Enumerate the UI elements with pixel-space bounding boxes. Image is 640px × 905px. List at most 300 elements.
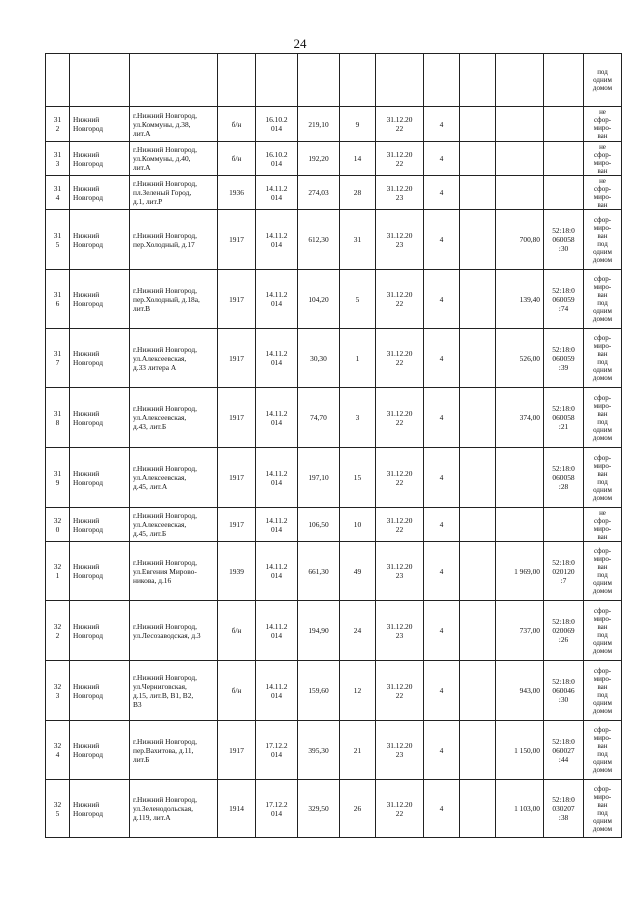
cell-deadline: [376, 388, 424, 448]
cell-area-text: 106,50: [308, 520, 329, 529]
cell-land-status-text: сфор- миро- ван под одним домом: [592, 393, 613, 442]
cell-build-year-text: б/н: [231, 154, 242, 163]
table-row: [46, 542, 622, 601]
cell-residents-count: [340, 388, 376, 448]
cell-deadline: [376, 721, 424, 780]
cell-area: [298, 329, 340, 388]
cell-empty: [460, 601, 496, 661]
cell-stage: [424, 107, 460, 142]
cell-address: [130, 107, 218, 142]
cell-residents-count: [340, 210, 376, 270]
cell-city: [70, 780, 130, 838]
cell-address-text: г.Нижний Новгород, ул.Коммуны, д.40, лит.А: [133, 145, 198, 172]
cell-city: [70, 329, 130, 388]
cell-build-year-text: 1917: [229, 353, 244, 363]
cell-address: [130, 270, 218, 329]
cell-address-text: г.Нижний Новгород, ул.Алексеевская, д.43, лит.Б: [133, 404, 198, 431]
cell-address: [130, 142, 218, 176]
cell-land-status: [584, 329, 622, 388]
cell-residents-count: [340, 448, 376, 508]
cell-empty: [460, 270, 496, 329]
cell-deadline: [376, 329, 424, 388]
cell-cadastral-number: [544, 107, 584, 142]
cell-row-number-text: 32 2: [53, 621, 62, 640]
cell-land-status: [584, 508, 622, 542]
cell-deadline-text: 31.12.20 23: [386, 183, 413, 202]
cell-stage: [424, 270, 460, 329]
cell-deadline: [376, 270, 424, 329]
cell-empty: [256, 54, 298, 107]
cell-city-text: Нижний Новгород: [73, 408, 104, 427]
cell-land-status: [584, 270, 622, 329]
cell-city: [70, 142, 130, 176]
cell-build-year-text: 1917: [229, 745, 244, 755]
cell-row-number-text: 31 8: [53, 408, 62, 427]
cell-empty: [130, 54, 218, 107]
cell-empty: [46, 54, 70, 107]
cell-residents-count: [340, 780, 376, 838]
cell-row-number-text: 32 0: [53, 515, 62, 534]
table-row: [46, 142, 622, 176]
cell-stage-text: 4: [439, 626, 444, 635]
page-number: 24: [293, 36, 307, 51]
cell-recognition-date: [256, 780, 298, 838]
cell-build-year-text: б/н: [231, 686, 242, 695]
cell-land-status: [584, 780, 622, 838]
cell-recognition-date: [256, 176, 298, 210]
cell-empty: [70, 54, 130, 107]
cell-deadline-text: 31.12.20 22: [386, 290, 413, 308]
cell-cadastral-number: [544, 508, 584, 542]
cell-area: [298, 270, 340, 329]
cell-land-area: [496, 661, 544, 721]
cell-build-year: [218, 107, 256, 142]
cell-city-text: Нижний Новгород: [73, 149, 104, 168]
cell-build-year-text: 1917: [229, 520, 244, 529]
cell-build-year: [218, 142, 256, 176]
cell-recognition-date: [256, 329, 298, 388]
cell-land-area: [496, 210, 544, 270]
cell-land-status-text: сфор- миро- ван под одним домом: [592, 784, 613, 833]
cell-recognition-date: [256, 388, 298, 448]
cell-cadastral-number: [544, 601, 584, 661]
cell-land-status-text: сфор- миро- ван под одним домом: [592, 453, 613, 502]
cell-area: [298, 780, 340, 838]
cell-stage: [424, 329, 460, 388]
cell-stage-text: 4: [439, 353, 444, 363]
cell-stage-text: 4: [439, 566, 444, 576]
cell-stage-text: 4: [439, 235, 444, 244]
cell-city-text: Нижний Новгород: [73, 115, 104, 133]
cell-stage: [424, 508, 460, 542]
cell-city-text: Нижний Новгород: [73, 183, 104, 202]
cell-land-status: [584, 601, 622, 661]
cell-land-status: [584, 176, 622, 210]
cell-recognition-date-text: 14.11.2 014: [265, 562, 288, 580]
cell-area-text: 197,10: [308, 473, 329, 482]
cell-city: [70, 508, 130, 542]
cell-cadastral-number-text: 52:18:0 060058 :28: [552, 464, 575, 491]
cell-city-text: Нижний Новгород: [73, 468, 104, 487]
cell-deadline: [376, 210, 424, 270]
cell-cadastral-number-text: 52:18:0 060058 :21: [552, 404, 575, 431]
cell-empty: [460, 329, 496, 388]
cell-empty: [460, 508, 496, 542]
cell-residents-count: [340, 176, 376, 210]
table-row: [46, 210, 622, 270]
cell-recognition-date: [256, 107, 298, 142]
cell-row-number: [46, 107, 70, 142]
cell-empty: [460, 54, 496, 107]
cell-area-text: 159,60: [308, 686, 329, 695]
cell-row-number-text: 31 6: [53, 290, 62, 308]
cell-build-year-text: б/н: [231, 626, 242, 635]
cell-residents-count-text: 31: [353, 235, 362, 244]
cell-city: [70, 210, 130, 270]
cell-land-area-text: 1 103,00: [514, 804, 540, 813]
cell-residents-count: [340, 142, 376, 176]
cell-row-number: [46, 448, 70, 508]
cell-stage-text: 4: [439, 119, 444, 129]
cell-area: [298, 601, 340, 661]
cell-stage: [424, 542, 460, 601]
cell-empty: [218, 54, 256, 107]
cell-address-text: г.Нижний Новгород, пер.Вахитова, д.11, лит.Б: [133, 736, 198, 764]
cell-deadline: [376, 542, 424, 601]
cell-area: [298, 388, 340, 448]
cell-city-text: Нижний Новгород: [73, 349, 104, 367]
cell-empty: [460, 780, 496, 838]
cell-cadastral-number: [544, 142, 584, 176]
cell-recognition-date: [256, 601, 298, 661]
cell-address-text: г.Нижний Новгород, ул.Алексеевская, д.45, лит.А: [133, 464, 198, 491]
cell-land-area: [496, 721, 544, 780]
cell-deadline-text: 31.12.20 22: [386, 468, 413, 487]
cell-land-area: [496, 270, 544, 329]
cell-residents-count: [340, 508, 376, 542]
cell-residents-count-text: 26: [353, 804, 362, 813]
cell-residents-count-text: 1: [355, 353, 360, 363]
cell-area-text: 219,10: [308, 119, 329, 129]
cell-city: [70, 176, 130, 210]
cell-area-text: 104,20: [308, 294, 329, 304]
cell-deadline: [376, 142, 424, 176]
cell-deadline-text: 31.12.20 22: [386, 515, 413, 534]
cell-recognition-date-text: 16.10.2 014: [265, 149, 288, 168]
cell-deadline-text: 31.12.20 22: [386, 681, 413, 700]
cell-city: [70, 661, 130, 721]
cell-empty: [544, 54, 584, 107]
cell-empty: [298, 54, 340, 107]
cell-build-year-text: 1914: [229, 804, 244, 813]
cell-area-text: 612,30: [308, 235, 329, 244]
cell-residents-count: [340, 270, 376, 329]
cell-address-text: г.Нижний Новгород, пер.Холодный, д.18а, лит.В: [133, 285, 200, 313]
cell-city-text: Нижний Новгород: [73, 290, 104, 308]
cell-land-area: [496, 388, 544, 448]
cell-deadline: [376, 508, 424, 542]
cell-build-year-text: 1917: [229, 413, 244, 422]
table-row: [46, 780, 622, 838]
cell-stage: [424, 721, 460, 780]
table-row-continued: [46, 54, 622, 107]
cell-row-number-text: 32 1: [53, 562, 62, 580]
cell-land-area-text: 526,00: [519, 353, 540, 363]
cell-recognition-date-text: 14.11.2 014: [265, 290, 288, 308]
cell-cadastral-number: [544, 448, 584, 508]
cell-residents-count-text: 28: [353, 188, 362, 197]
cell-cadastral-number-text: 52:18:0 020120 :7: [552, 557, 575, 585]
cell-land-area: [496, 780, 544, 838]
cell-build-year: [218, 721, 256, 780]
cell-address-text: г.Нижний Новгород, пер.Холодный, д.17: [133, 230, 198, 249]
cell-land-status: [584, 542, 622, 601]
cell-deadline-text: 31.12.20 22: [386, 408, 413, 427]
cell-address: [130, 176, 218, 210]
cell-city-text: Нижний Новгород: [73, 515, 104, 534]
cell-row-number-text: 31 7: [53, 349, 62, 367]
cell-land-area: [496, 142, 544, 176]
cell-row-number: [46, 142, 70, 176]
cell-residents-count: [340, 329, 376, 388]
cell-area-text: 661,30: [308, 566, 329, 576]
table-row: [46, 107, 622, 142]
table-row: [46, 270, 622, 329]
table-row: [46, 329, 622, 388]
cell-cadastral-number-text: 52:18:0 060058 :30: [552, 226, 575, 253]
cell-build-year: [218, 329, 256, 388]
cell-recognition-date: [256, 542, 298, 601]
cell-stage-text: 4: [439, 520, 444, 529]
cell-stage-text: 4: [439, 745, 444, 755]
cell-row-number: [46, 601, 70, 661]
cell-land-status-text: не сфор- миро- ван: [593, 142, 612, 175]
cell-land-status-text: сфор- миро- ван под одним домом: [592, 215, 613, 264]
cell-cadastral-number: [544, 270, 584, 329]
cell-empty: [460, 176, 496, 210]
cell-build-year: [218, 780, 256, 838]
cell-empty: [460, 107, 496, 142]
cell-address: [130, 210, 218, 270]
cell-recognition-date: [256, 508, 298, 542]
cell-residents-count: [340, 542, 376, 601]
cell-land-status-text: сфор- миро- ван под одним домом: [592, 606, 613, 655]
cell-land-status: [584, 210, 622, 270]
cell-row-number-text: 31 2: [53, 115, 62, 133]
cell-city-text: Нижний Новгород: [73, 621, 104, 640]
cell-row-number: [46, 780, 70, 838]
cell-empty: [424, 54, 460, 107]
cell-recognition-date-text: 14.11.2 014: [265, 515, 288, 534]
cell-land-status-text: сфор- миро- ван под одним домом: [592, 666, 613, 715]
cell-land-area-text: 943,00: [519, 686, 540, 695]
cell-land-status-text: сфор- миро- ван под одним домом: [592, 275, 613, 323]
cell-build-year: [218, 601, 256, 661]
cell-address: [130, 448, 218, 508]
cell-stage-text: 4: [439, 686, 444, 695]
cell-cadastral-number-text: 52:18:0 020069 :26: [552, 617, 575, 644]
cell-recognition-date-text: 14.11.2 014: [265, 408, 288, 427]
cell-address: [130, 721, 218, 780]
cell-address-text: г.Нижний Новгород, ул.Алексеевская, д.45, лит.Б: [133, 511, 198, 538]
cell-cadastral-number: [544, 780, 584, 838]
cell-land-area: [496, 329, 544, 388]
cell-city-text: Нижний Новгород: [73, 799, 104, 818]
cell-empty: [496, 54, 544, 107]
cell-city: [70, 448, 130, 508]
cell-address: [130, 542, 218, 601]
cell-cadastral-number-text: 52:18:0 030207 :38: [552, 795, 575, 822]
cell-address: [130, 601, 218, 661]
cell-build-year: [218, 176, 256, 210]
cell-deadline: [376, 448, 424, 508]
cell-recognition-date-text: 14.11.2 014: [265, 621, 288, 640]
cell-row-number-text: 31 4: [53, 183, 62, 202]
cell-land-area: [496, 542, 544, 601]
cell-area-text: 274,03: [308, 188, 329, 197]
cell-land-area: [496, 601, 544, 661]
cell-cadastral-number: [544, 542, 584, 601]
cell-residents-count: [340, 107, 376, 142]
cell-land-status-text: сфор- миро- ван под одним домом: [592, 726, 613, 774]
cell-area: [298, 210, 340, 270]
table-row: [46, 448, 622, 508]
cell-land-area-text: 737,00: [519, 626, 540, 635]
cell-recognition-date: [256, 210, 298, 270]
cell-recognition-date-text: 14.11.2 014: [265, 183, 288, 202]
cell-land-status: [584, 388, 622, 448]
cell-build-year: [218, 508, 256, 542]
cell-address: [130, 388, 218, 448]
cell-build-year-text: 1917: [229, 294, 244, 304]
cell-recognition-date-text: 16.10.2 014: [265, 115, 288, 133]
cell-residents-count-text: 12: [353, 686, 362, 695]
cell-cadastral-number-text: 52:18:0 060059 :39: [552, 344, 575, 372]
cell-empty: [460, 448, 496, 508]
cell-build-year-text: 1936: [229, 188, 244, 197]
cell-land-area-text: 1 969,00: [514, 566, 540, 576]
cell-land-status-text: не сфор- миро- ван: [593, 508, 612, 541]
cell-address: [130, 508, 218, 542]
cell-residents-count: [340, 721, 376, 780]
cell-recognition-date: [256, 270, 298, 329]
cell-land-status-text: не сфор- миро- ван: [593, 176, 612, 209]
cell-area: [298, 542, 340, 601]
cell-deadline: [376, 176, 424, 210]
cell-cadastral-number: [544, 329, 584, 388]
cell-stage: [424, 601, 460, 661]
cell-recognition-date-text: 14.11.2 014: [265, 681, 288, 700]
cell-land-area: [496, 176, 544, 210]
cell-row-number: [46, 270, 70, 329]
cell-land-status: [584, 107, 622, 142]
cell-cadastral-number-text: 52:18:0 060059 :74: [552, 285, 575, 313]
cell-cadastral-number: [544, 721, 584, 780]
cell-city: [70, 107, 130, 142]
cell-recognition-date-text: 17.12.2 014: [265, 741, 288, 759]
cell-address: [130, 661, 218, 721]
cell-city: [70, 388, 130, 448]
cell-build-year: [218, 661, 256, 721]
cell-land-area-text: 700,80: [519, 235, 540, 244]
table-row: [46, 721, 622, 780]
cell-deadline-text: 31.12.20 22: [386, 349, 413, 367]
cell-stage-text: 4: [439, 294, 444, 304]
table-row: [46, 508, 622, 542]
cell-cadastral-number: [544, 388, 584, 448]
cell-build-year-text: 1917: [229, 473, 244, 482]
cell-land-area-text: 374,00: [519, 413, 540, 422]
cell-row-number-text: 32 4: [53, 741, 62, 759]
cell-cadastral-number: [544, 176, 584, 210]
cell-land-area: [496, 448, 544, 508]
cell-residents-count-text: 15: [353, 473, 362, 482]
cell-empty: [460, 388, 496, 448]
cell-build-year: [218, 448, 256, 508]
cell-build-year: [218, 542, 256, 601]
cell-land-area: [496, 508, 544, 542]
cell-address-text: г.Нижний Новгород, ул.Зеленодольская, д.119, лит.А: [133, 795, 198, 822]
cell-cadastral-number-text: 52:18:0 060027 :44: [552, 736, 575, 764]
cell-land-status: [584, 721, 622, 780]
table-row: [46, 176, 622, 210]
cell-deadline-text: 31.12.20 22: [386, 799, 413, 818]
cell-area: [298, 176, 340, 210]
cell-land-status-text: не сфор- миро- ван: [593, 108, 612, 140]
cell-row-number: [46, 176, 70, 210]
cell-row-number-text: 32 5: [53, 799, 62, 818]
cell-deadline-text: 31.12.20 23: [386, 230, 413, 249]
housing-register-table: [45, 53, 622, 838]
cell-row-number: [46, 388, 70, 448]
cell-empty: [460, 721, 496, 780]
cell-residents-count: [340, 601, 376, 661]
cell-row-number: [46, 508, 70, 542]
cell-row-number-text: 32 3: [53, 681, 62, 700]
table-row: [46, 388, 622, 448]
cell-land-status: [584, 448, 622, 508]
cell-recognition-date: [256, 661, 298, 721]
cell-land-status: [584, 54, 622, 107]
cell-build-year: [218, 210, 256, 270]
cell-city: [70, 721, 130, 780]
cell-residents-count-text: 5: [355, 294, 360, 304]
cell-recognition-date: [256, 142, 298, 176]
cell-land-area: [496, 107, 544, 142]
cell-land-area-text: 139,40: [519, 294, 540, 304]
cell-row-number: [46, 210, 70, 270]
cell-build-year: [218, 388, 256, 448]
cell-area-text: 395,30: [308, 745, 329, 755]
cell-land-status: [584, 661, 622, 721]
cell-city: [70, 601, 130, 661]
cell-area: [298, 448, 340, 508]
cell-city-text: Нижний Новгород: [73, 230, 104, 249]
cell-stage-text: 4: [439, 473, 444, 482]
cell-address-text: г.Нижний Новгород, ул.Черниговская, д.15, лит.В, В1, В2, В3: [133, 672, 198, 709]
cell-stage-text: 4: [439, 413, 444, 422]
cell-residents-count-text: 21: [353, 745, 362, 755]
cell-row-number-text: 31 9: [53, 468, 62, 487]
cell-stage: [424, 176, 460, 210]
cell-deadline-text: 31.12.20 23: [386, 741, 413, 759]
cell-deadline-text: 31.12.20 23: [386, 621, 413, 640]
cell-address-text: г.Нижний Новгород, ул.Коммуны, д.38, лит.А: [133, 110, 198, 138]
cell-empty: [460, 142, 496, 176]
cell-residents-count-text: 14: [353, 154, 362, 163]
cell-recognition-date-text: 14.11.2 014: [265, 230, 288, 249]
cell-area: [298, 107, 340, 142]
